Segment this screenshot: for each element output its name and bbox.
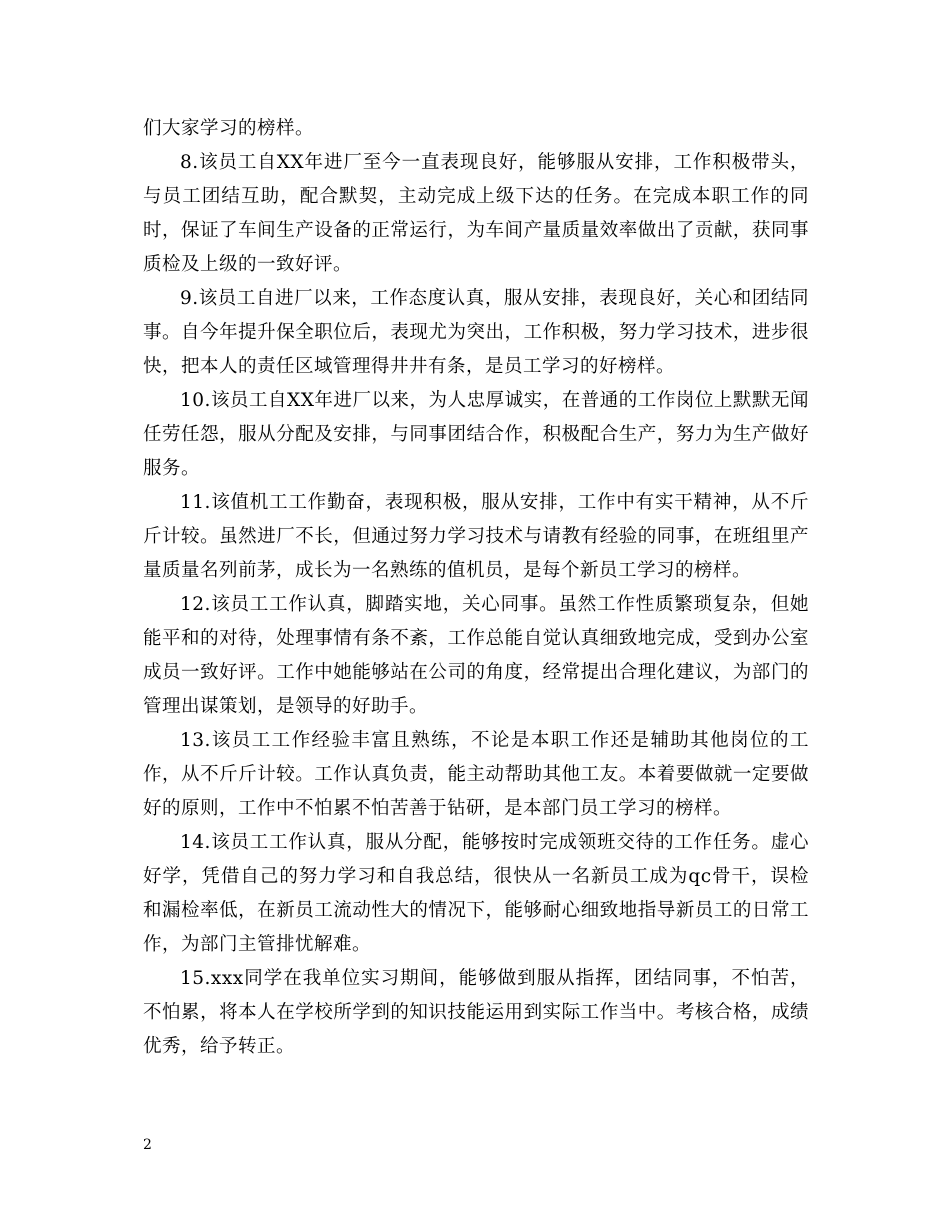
page-number: 2 [143, 1137, 152, 1153]
paragraph-item-15: 15.xxx同学在我单位实习期间，能够做到服从指挥，团结同事，不怕苦，不怕累，将本人在学校所学到的知识技能运用到实际工作当中。考核合格，成绩优秀，给予转正。 [143, 968, 809, 1057]
paragraph-item-8: 8.该员工自XX年进厂至今一直表现良好，能够服从安排，工作积极带头，与员工团结互助，配合默契，主动完成上级下达的任务。在完成本职工作的同时，保证了车间生产设备的正常运行，为车间产量质量效率做出了贡献，获同事质检及上级的一致好评。 [143, 152, 809, 275]
paragraph-item-11: 11.该值机工工作勤奋，表现积极，服从安排，工作中有实干精神，从不斤斤计较。虽然进厂不长，但通过努力学习技术与请教有经验的同事，在班组里产量质量名列前茅，成长为一名熟练的值机员，是每个新员工学习的榜样。 [143, 492, 809, 581]
document-body [143, 112, 809, 1064]
paragraph-item-12: 12.该员工工作认真，脚踏实地，关心同事。虽然工作性质繁琐复杂，但她能平和的对待，处理事情有条不紊，工作总能自觉认真细致地完成，受到办公室成员一致好评。工作中她能够站在公司的角度，经常提出合理化建议，为部门的管理出谋策划，是领导的好助手。 [143, 594, 809, 717]
paragraph-item-14: 14.该员工工作认真，服从分配，能够按时完成领班交待的工作任务。虚心好学，凭借自己的努力学习和自我总结，很快从一名新员工成为qc骨干，误检和漏检率低，在新员工流动性大的情况下，能够耐心细致地指导新员工的日常工作，为部门主管排忧解难。 [143, 832, 809, 955]
paragraph-item-9: 9.该员工自进厂以来，工作态度认真，服从安排，表现良好，关心和团结同事。自今年提升保全职位后，表现尤为突出，工作积极，努力学习技术，进步很快，把本人的责任区域管理得井井有条，是员工学习的好榜样。 [143, 288, 809, 377]
paragraph-item-13: 13.该员工工作经验丰富且熟练，不论是本职工作还是辅助其他岗位的工作，从不斤斤计较。工作认真负责，能主动帮助其他工友。本着要做就一定要做好的原则，工作中不怕累不怕苦善于钻研，是本部门员工学习的榜样。 [143, 730, 809, 819]
paragraph-item-10: 10.该员工自XX年进厂以来，为人忠厚诚实，在普通的工作岗位上默默无闻任劳任怨，服从分配及安排，与同事团结合作，积极配合生产，努力为生产做好服务。 [143, 390, 809, 479]
paragraph-continuation: 们大家学习的榜样。 [143, 118, 315, 139]
